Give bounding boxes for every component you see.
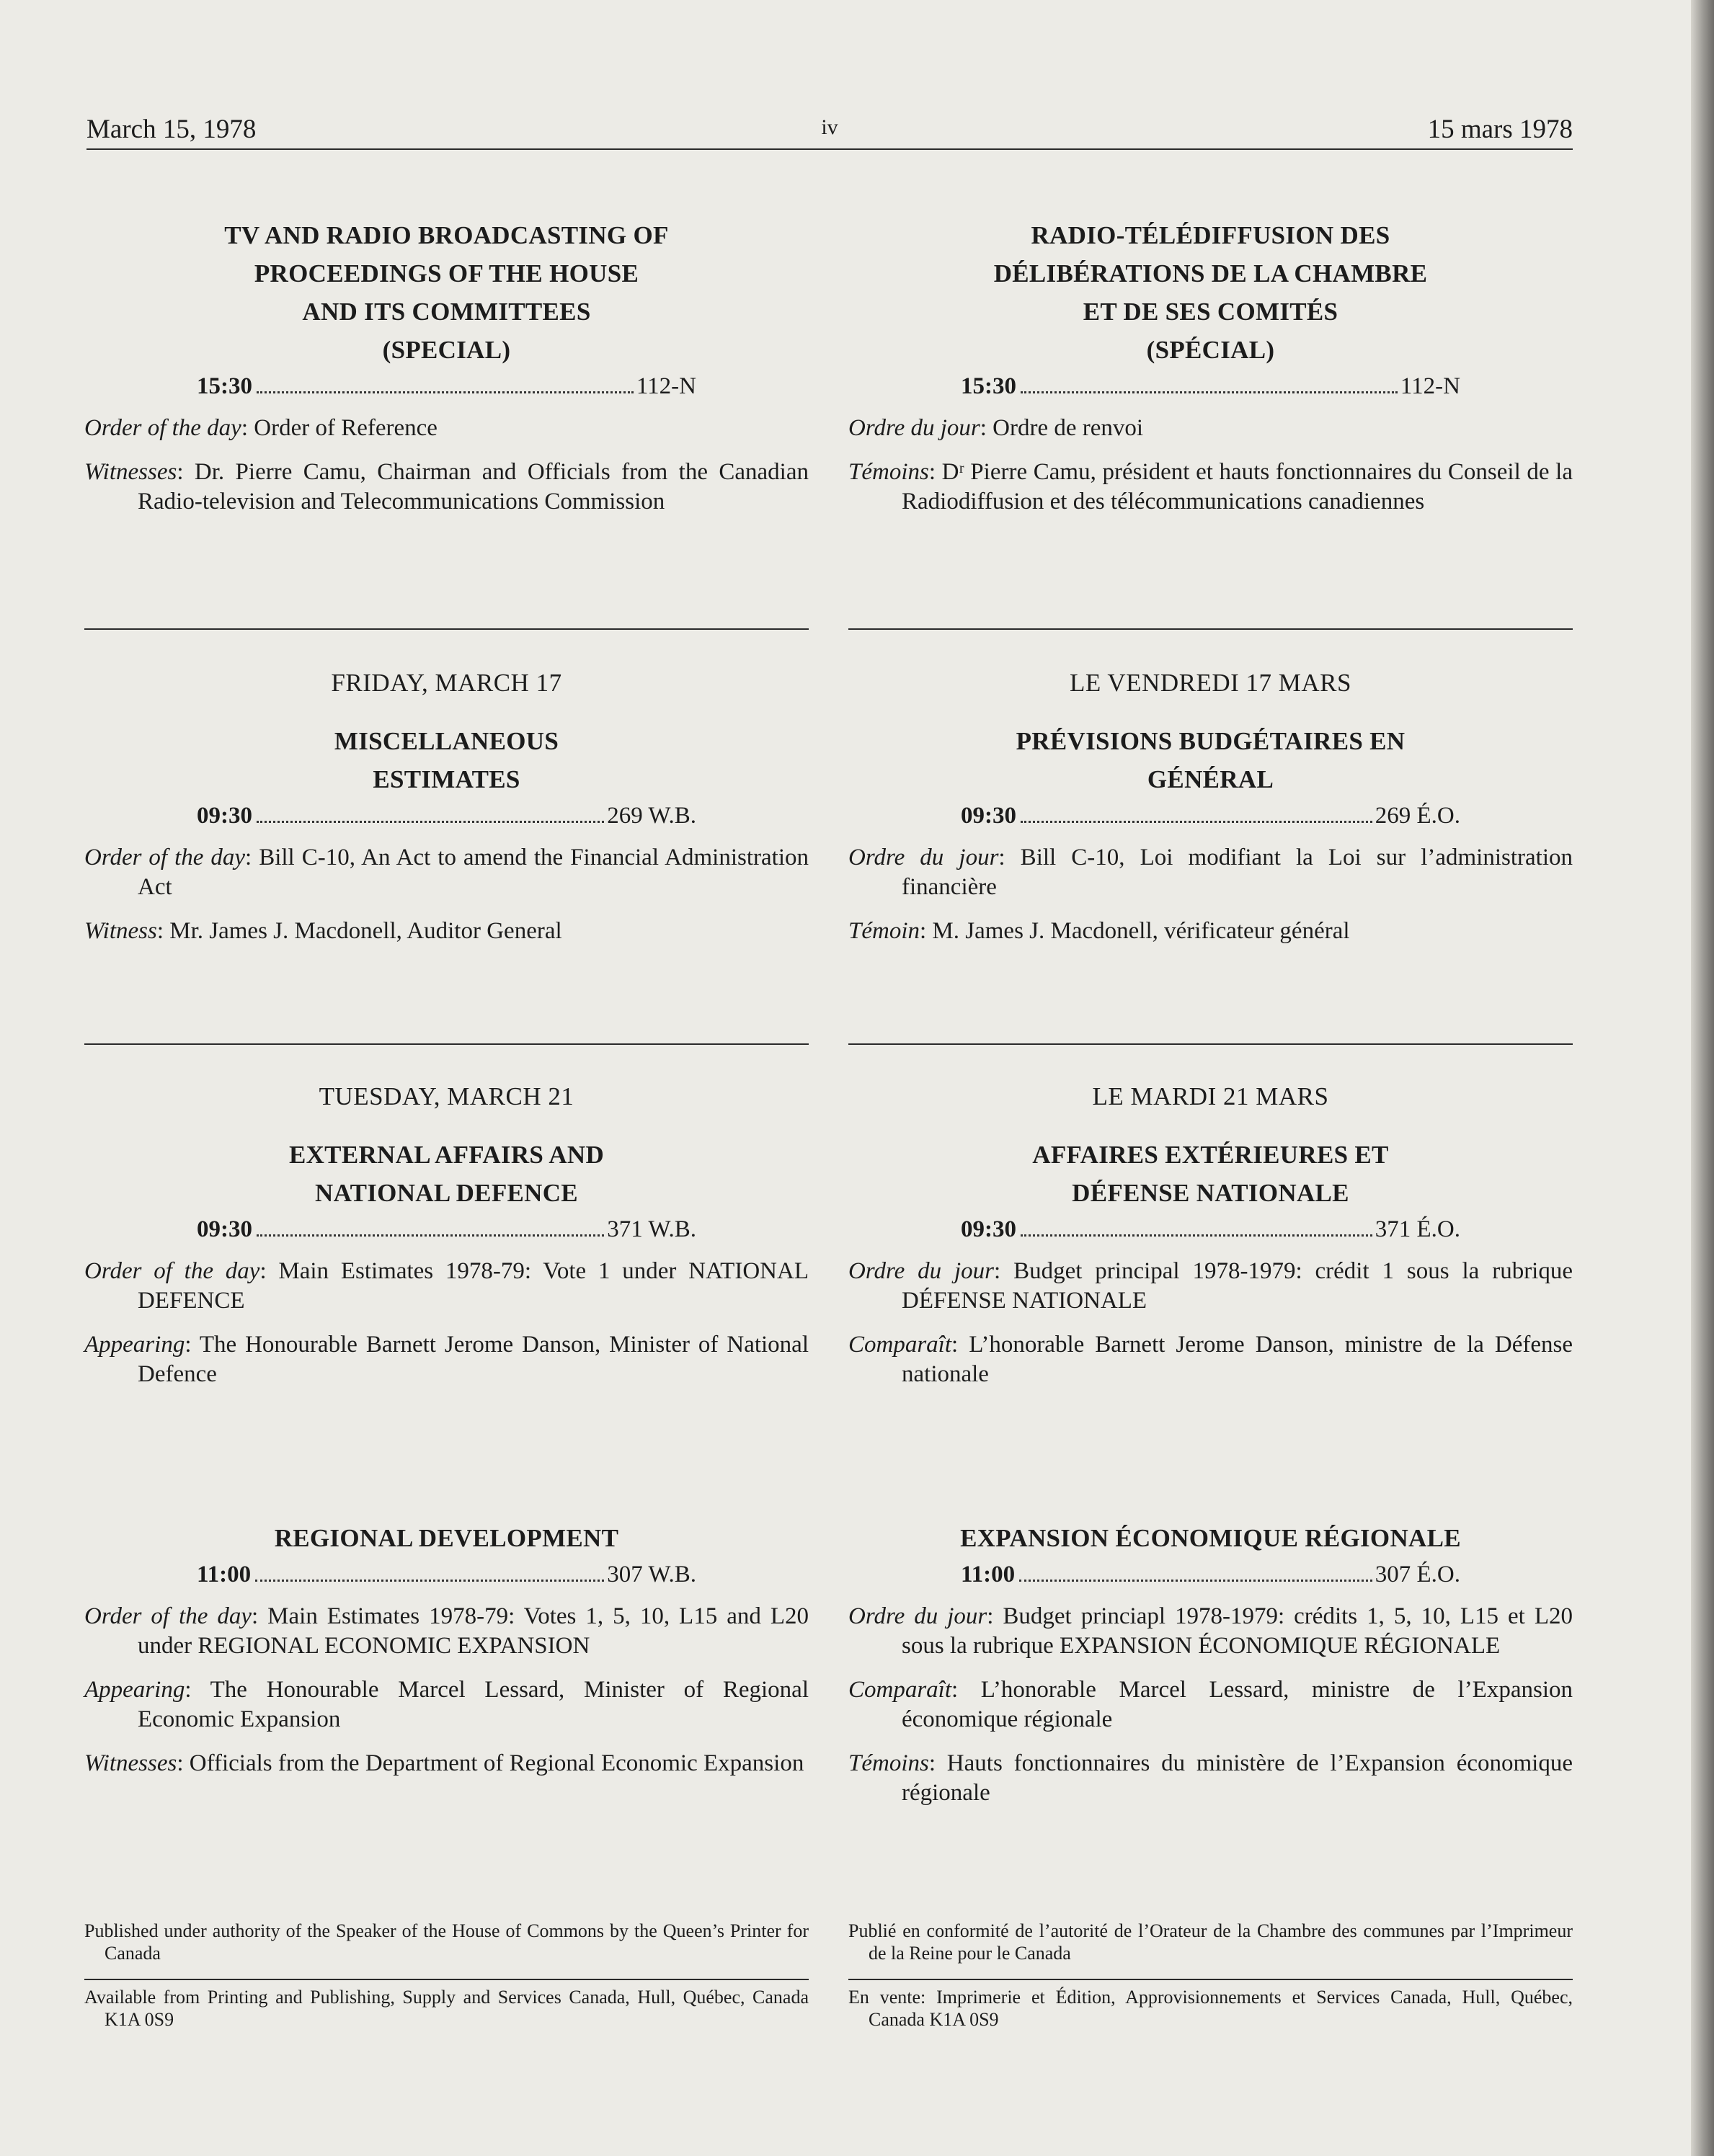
para-text: : Budget princiapl 1978-1979: crédits 1, 5, 10, L15 et L20 sous la rubrique EXPANSION ÉCONOMIQUE RÉGIONALE bbox=[902, 1603, 1573, 1659]
para-label: Appearing bbox=[84, 1332, 185, 1358]
ordre-du-jour bbox=[848, 1257, 1573, 1316]
order-of-day bbox=[84, 1257, 809, 1316]
leader-dots bbox=[257, 821, 604, 823]
meeting-time-row bbox=[961, 1212, 1460, 1247]
para-text: : Order of Reference bbox=[241, 415, 438, 441]
title-line: ET DE SES COMITÉS bbox=[1083, 298, 1338, 326]
para-label: Ordre du jour bbox=[848, 845, 999, 870]
footer-rule bbox=[848, 1979, 1573, 1980]
meeting-time-row bbox=[961, 798, 1460, 833]
para-text: : Officials from the Department of Regional Economic Expansion bbox=[177, 1750, 804, 1776]
meeting-time: 09:30 bbox=[197, 1216, 252, 1242]
leader-dots bbox=[1021, 1234, 1372, 1237]
day-heading: FRIDAY, MARCH 17 bbox=[331, 669, 562, 697]
para-text: : Dʳ Pierre Camu, président et hauts fonctionnaires du Conseil de la Radiodiffusion et des télécommunications canadiennes bbox=[902, 459, 1573, 514]
section-rule bbox=[84, 628, 809, 630]
footer-rule bbox=[84, 1979, 809, 1980]
leader-dots bbox=[1019, 1580, 1372, 1582]
section-title bbox=[84, 216, 809, 369]
page-number: iv bbox=[821, 115, 838, 139]
section-rule bbox=[848, 1043, 1573, 1045]
title-line: DÉLIBÉRATIONS DE LA CHAMBRE bbox=[993, 259, 1428, 288]
title-line: PROCEEDINGS OF THE HOUSE bbox=[254, 259, 639, 288]
para-label: Appearing bbox=[84, 1677, 185, 1703]
section-title bbox=[848, 216, 1573, 369]
section-title bbox=[848, 1519, 1573, 1557]
para-text: : Dr. Pierre Camu, Chairman and Officials from the Canadian Radio-television and Telecommunications Commission bbox=[138, 459, 809, 514]
published-under-authority: Published under authority of the Speaker of the House of Commons by the Queen’s Printer for Canada bbox=[84, 1920, 809, 1964]
witness bbox=[84, 917, 809, 946]
temoins bbox=[848, 458, 1573, 517]
title-line: RADIO-TÉLÉDIFFUSION DES bbox=[1031, 221, 1390, 249]
meeting-time-row bbox=[197, 1557, 696, 1592]
title-line: ESTIMATES bbox=[373, 765, 520, 793]
para-text: : Main Estimates 1978-79: Vote 1 under NATIONAL DEFENCE bbox=[138, 1258, 809, 1314]
meeting-time-row bbox=[197, 798, 696, 833]
section-title bbox=[84, 1519, 809, 1557]
title-line: (SPECIAL) bbox=[382, 336, 511, 364]
para-text: : Bill C-10, Loi modifiant la Loi sur l’administration financière bbox=[902, 845, 1573, 900]
temoins bbox=[848, 1749, 1573, 1808]
availability-note bbox=[848, 1986, 1573, 2031]
title-line: TV AND RADIO BROADCASTING OF bbox=[224, 221, 669, 249]
title-line: EXPANSION ÉCONOMIQUE RÉGIONALE bbox=[960, 1524, 1461, 1552]
leader-dots bbox=[257, 391, 634, 393]
para-text: : Hauts fonctionnaires du ministère de l’Expansion économique régionale bbox=[902, 1750, 1573, 1806]
order-of-day bbox=[84, 1602, 809, 1661]
title-line: (SPÉCIAL) bbox=[1146, 336, 1275, 364]
title-line: MISCELLANEOUS bbox=[334, 727, 559, 755]
title-line: REGIONAL DEVELOPMENT bbox=[274, 1524, 619, 1552]
meeting-room: 307 W.B. bbox=[607, 1562, 696, 1587]
meeting-time-row bbox=[961, 1557, 1460, 1592]
witnesses bbox=[84, 458, 809, 517]
para-label: Witnesses bbox=[84, 459, 177, 485]
para-text: : Budget principal 1978-1979: crédit 1 sous la rubrique DÉFENSE NATIONALE bbox=[902, 1258, 1573, 1314]
para-text: : L’honorable Marcel Lessard, ministre de l’Expansion économique régionale bbox=[902, 1677, 1573, 1732]
page-edge-shadow bbox=[1691, 0, 1714, 2156]
para-label: Ordre du jour bbox=[848, 1603, 987, 1629]
available-from: Available from Printing and Publishing, Supply and Services Canada, Hull, Québec, Canada K1A 0S9 bbox=[84, 1987, 809, 2030]
meeting-time: 09:30 bbox=[961, 1216, 1016, 1242]
para-label: Order of the day bbox=[84, 1258, 260, 1284]
para-label: Comparaît bbox=[848, 1332, 952, 1358]
section-title bbox=[84, 1136, 809, 1212]
section-regional-development bbox=[84, 1519, 809, 1778]
leader-dots bbox=[257, 1234, 604, 1237]
ordre-du-jour bbox=[848, 843, 1573, 902]
para-label: Witnesses bbox=[84, 1750, 177, 1776]
section-rule bbox=[848, 628, 1573, 630]
publie-en-conformite: Publié en conformité de l’autorité de l’Orateur de la Chambre des communes par l’Imprimeur de la Reine pour le Canada bbox=[848, 1920, 1573, 1964]
appearing bbox=[84, 1675, 809, 1734]
meeting-time: 15:30 bbox=[961, 373, 1016, 399]
meeting-room: 112-N bbox=[636, 373, 696, 399]
meeting-room: 269 W.B. bbox=[607, 803, 696, 829]
para-label: Ordre du jour bbox=[848, 1258, 995, 1284]
page-header bbox=[86, 114, 1573, 150]
leader-dots bbox=[1021, 391, 1398, 393]
section-title bbox=[848, 1136, 1573, 1212]
comparait bbox=[848, 1675, 1573, 1734]
title-line: PRÉVISIONS BUDGÉTAIRES EN bbox=[1016, 727, 1406, 755]
para-label: Order of the day bbox=[84, 1603, 252, 1629]
meeting-time: 09:30 bbox=[961, 803, 1016, 829]
para-text: : Main Estimates 1978-79: Votes 1, 5, 10, L15 and L20 under REGIONAL ECONOMIC EXPANSION bbox=[138, 1603, 809, 1659]
order-of-day bbox=[84, 843, 809, 902]
section-affaires-exterieures bbox=[848, 1079, 1573, 1389]
para-label: Ordre du jour bbox=[848, 415, 980, 441]
para-text: : The Honourable Barnett Jerome Danson, Minister of National Defence bbox=[138, 1332, 809, 1387]
section-miscellaneous-estimates bbox=[84, 666, 809, 946]
section-broadcasting bbox=[84, 216, 809, 517]
meeting-time: 11:00 bbox=[197, 1562, 252, 1587]
availability-note bbox=[84, 1986, 809, 2031]
section-radiotelediffusion bbox=[848, 216, 1573, 517]
header-date-fr: 15 mars 1978 bbox=[1427, 115, 1573, 144]
appearing bbox=[84, 1330, 809, 1389]
en-vente: En vente: Imprimerie et Édition, Approvisionnements et Services Canada, Hull, Québec, Canada K1A 0S9 bbox=[848, 1987, 1573, 2030]
para-text: : Ordre de renvoi bbox=[980, 415, 1144, 441]
para-label: Comparaît bbox=[848, 1677, 952, 1703]
section-title bbox=[848, 722, 1573, 798]
comparait bbox=[848, 1330, 1573, 1389]
para-label: Témoins bbox=[848, 1750, 929, 1776]
para-label: Témoins bbox=[848, 459, 929, 485]
section-rule bbox=[84, 1043, 809, 1045]
meeting-room: 371 É.O. bbox=[1375, 1216, 1460, 1242]
meeting-room: 112-N bbox=[1400, 373, 1460, 399]
meeting-time-row bbox=[197, 1212, 696, 1247]
section-title bbox=[84, 722, 809, 798]
para-text: : Mr. James J. Macdonell, Auditor General bbox=[156, 918, 562, 944]
para-label: Order of the day bbox=[84, 845, 246, 870]
para-text: : Bill C-10, An Act to amend the Financial Administration Act bbox=[138, 845, 809, 900]
title-line: AND ITS COMMITTEES bbox=[302, 298, 591, 326]
publication-note bbox=[84, 1920, 809, 1964]
meeting-time: 09:30 bbox=[197, 803, 252, 829]
para-label: Witness bbox=[84, 918, 157, 944]
title-line: EXTERNAL AFFAIRS AND bbox=[288, 1141, 605, 1169]
leader-dots bbox=[255, 1580, 604, 1582]
meeting-time: 11:00 bbox=[961, 1562, 1016, 1587]
leader-dots bbox=[1021, 821, 1372, 823]
day-heading: LE VENDREDI 17 MARS bbox=[1070, 669, 1351, 697]
section-expansion-economique bbox=[848, 1519, 1573, 1808]
para-text: : M. James J. Macdonell, vérificateur général bbox=[920, 918, 1350, 944]
meeting-room: 307 É.O. bbox=[1375, 1562, 1460, 1587]
title-line: GÉNÉRAL bbox=[1147, 765, 1274, 793]
para-text: : L’honorable Barnett Jerome Danson, ministre de la Défense nationale bbox=[902, 1332, 1573, 1387]
temoin bbox=[848, 917, 1573, 946]
header-rule bbox=[86, 148, 1573, 150]
meeting-time-row bbox=[961, 369, 1460, 404]
day-heading: TUESDAY, MARCH 21 bbox=[319, 1082, 574, 1110]
meeting-time-row bbox=[197, 369, 696, 404]
para-label: Témoin bbox=[848, 918, 920, 944]
header-date-en: March 15, 1978 bbox=[86, 115, 257, 144]
meeting-time: 15:30 bbox=[197, 373, 252, 399]
day-heading: LE MARDI 21 MARS bbox=[1092, 1082, 1329, 1110]
order-of-day bbox=[84, 414, 809, 443]
ordre-du-jour bbox=[848, 414, 1573, 443]
title-line: AFFAIRES EXTÉRIEURES ET bbox=[1032, 1141, 1389, 1169]
section-previsions-budgetaires bbox=[848, 666, 1573, 946]
title-line: DÉFENSE NATIONALE bbox=[1072, 1179, 1349, 1207]
meeting-room: 371 W.B. bbox=[607, 1216, 696, 1242]
publication-note bbox=[848, 1920, 1573, 1964]
ordre-du-jour bbox=[848, 1602, 1573, 1661]
section-external-affairs bbox=[84, 1079, 809, 1389]
witnesses bbox=[84, 1749, 809, 1778]
title-line: NATIONAL DEFENCE bbox=[315, 1179, 578, 1207]
meeting-room: 269 É.O. bbox=[1375, 803, 1460, 829]
para-text: : The Honourable Marcel Lessard, Minister of Regional Economic Expansion bbox=[138, 1677, 809, 1732]
para-label: Order of the day bbox=[84, 415, 241, 441]
